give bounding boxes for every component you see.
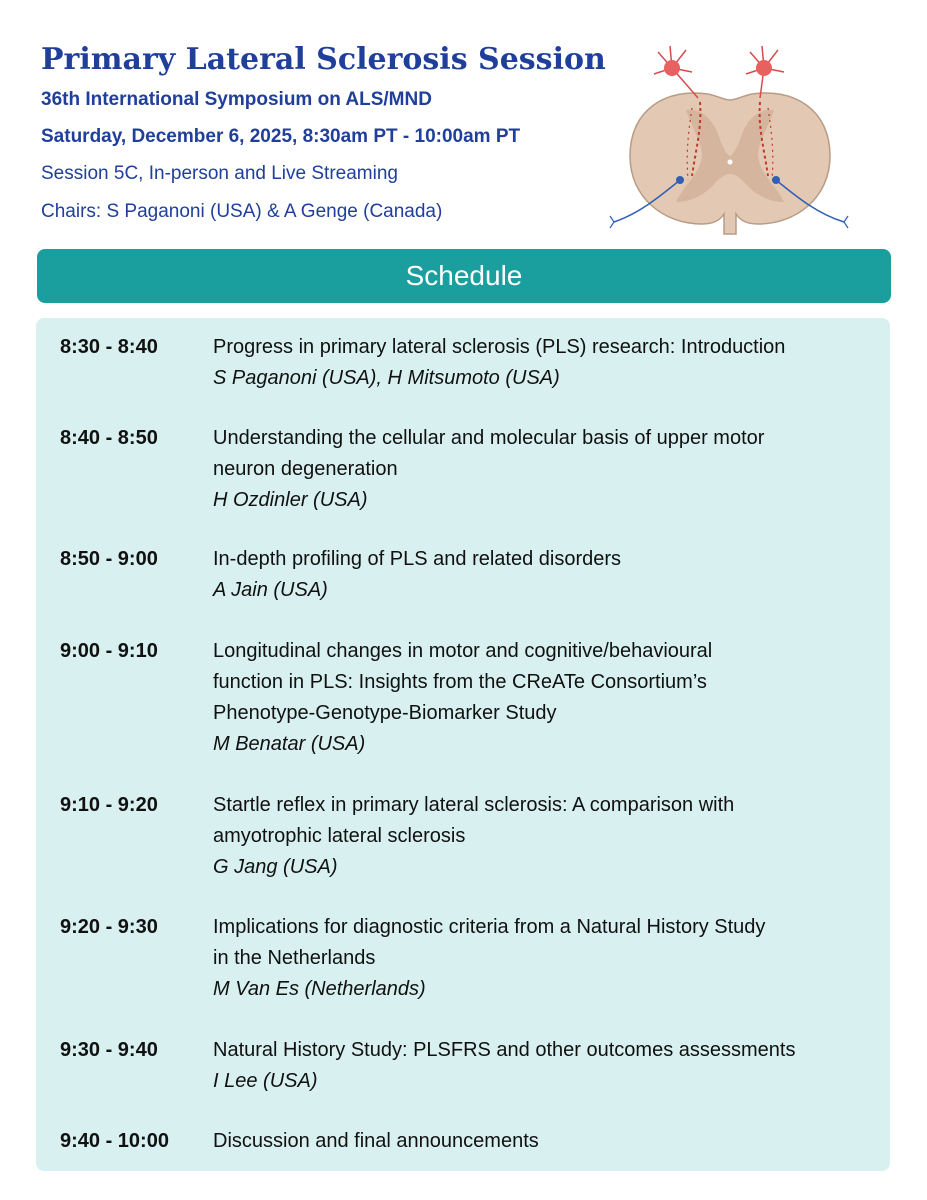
session-header [41,40,621,224]
item-time: 9:30 - 9:40 [60,1039,158,1061]
session-chairs: Chairs: S Paganoni (USA) & A Genge (Canada) [41,201,443,222]
talk-title: Progress in primary lateral sclerosis (PLS) research: Introduction [213,336,786,358]
item-time: 8:50 - 9:00 [60,548,158,570]
session-date: Saturday, December 6, 2025, 8:30am PT - 10:00am PT [41,126,521,147]
speaker-name: H Ozdinler (USA) [213,489,368,511]
talk-title: neuron degeneration [213,458,398,480]
talk-title: function in PLS: Insights from the CReATe Consortium’s [213,671,707,693]
talk-title: Discussion and final announcements [213,1130,539,1152]
speaker-name: I Lee (USA) [213,1070,318,1092]
item-time: 9:40 - 10:00 [60,1130,169,1152]
session-format: Session 5C, In-person and Live Streaming [41,163,398,184]
talk-title: in the Netherlands [213,947,376,969]
symposium-name: 36th International Symposium on ALS/MND [41,89,432,110]
schedule-list [36,318,890,1171]
talk-title: Understanding the cellular and molecular basis of upper motor [213,427,765,449]
talk-title: In-depth profiling of PLS and related disorders [213,548,622,570]
item-time: 9:00 - 9:10 [60,640,158,662]
item-time: 9:10 - 9:20 [60,794,158,816]
speaker-name: G Jang (USA) [213,856,338,878]
talk-title: Phenotype-Genotype-Biomarker Study [213,702,557,724]
talk-title: Startle reflex in primary lateral sclerosis: A comparison with [213,794,735,816]
schedule-heading-bar [37,249,891,303]
item-time: 9:20 - 9:30 [60,916,158,938]
talk-title: Natural History Study: PLSFRS and other outcomes assessments [213,1039,796,1061]
speaker-name: A Jain (USA) [213,579,328,601]
item-time: 8:30 - 8:40 [60,336,158,358]
spinal-cord-illustration [608,38,852,238]
speaker-name: M Benatar (USA) [213,733,366,755]
item-time: 8:40 - 8:50 [60,427,158,449]
page-title: Primary Lateral Sclerosis Session [41,42,606,77]
speaker-name: M Van Es (Netherlands) [213,978,426,1000]
schedule-heading: Schedule [405,260,523,291]
talk-title: amyotrophic lateral sclerosis [213,825,466,847]
speaker-name: S Paganoni (USA), H Mitsumoto (USA) [213,367,560,389]
talk-title: Longitudinal changes in motor and cognitive/behavioural [213,640,713,662]
talk-title: Implications for diagnostic criteria from a Natural History Study [213,916,766,938]
